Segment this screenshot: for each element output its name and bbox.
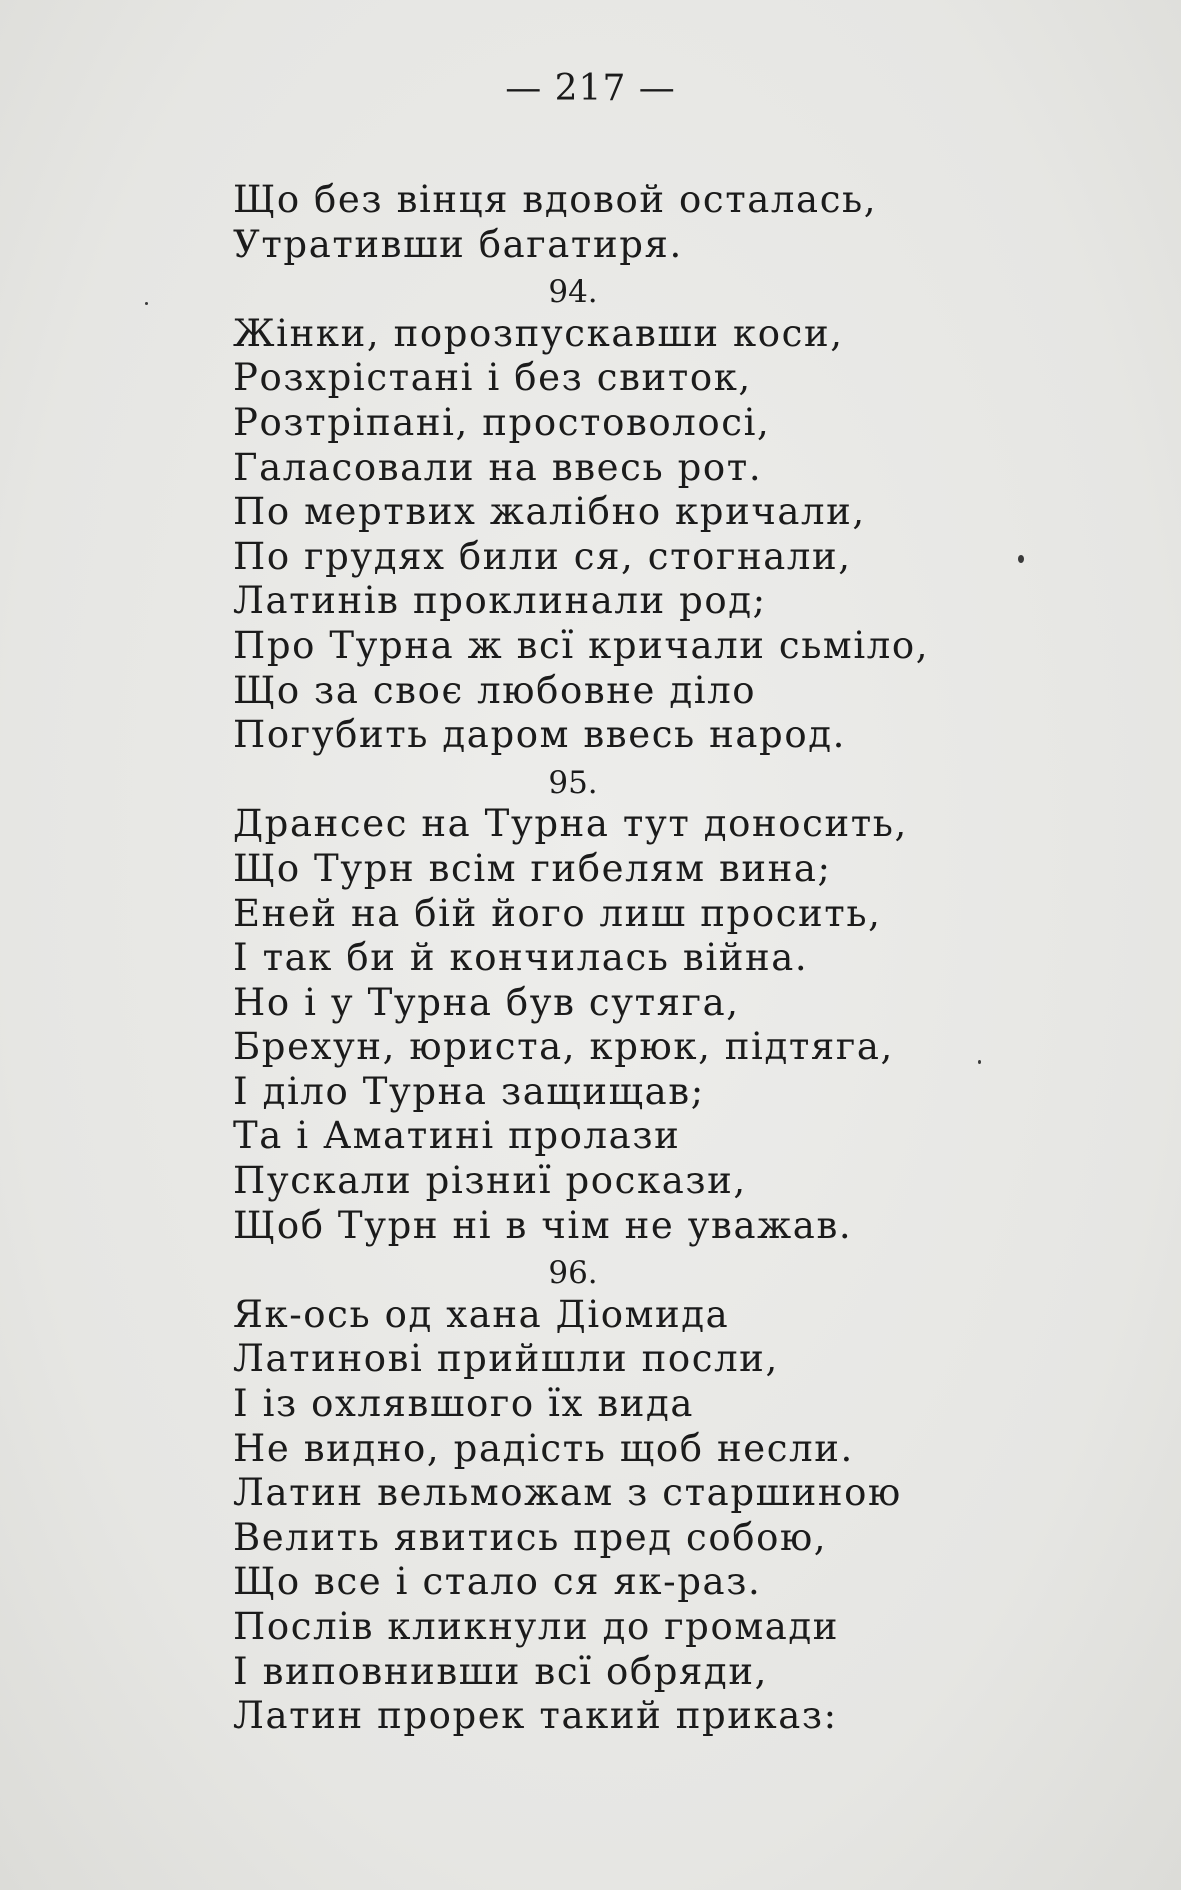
poem-line: І так би й кончилась війна. <box>233 936 809 980</box>
stanza-number: 94. <box>548 274 598 311</box>
poem-line: Дрансес на Турна тут доносить, <box>233 802 908 846</box>
stanza-number: 95. <box>548 764 598 801</box>
poem-line: Жінки, порозпускавши коси, <box>233 311 844 355</box>
poem-line: І із охлявшого їх вида <box>233 1382 695 1426</box>
poem-line: І діло Турна защищав; <box>233 1069 705 1113</box>
poem-line: Но і у Турна був сутяга, <box>233 980 740 1024</box>
print-speck <box>145 302 148 305</box>
poem-line: Брехун, юриста, крюк, підтяга, <box>233 1025 894 1069</box>
poem-line: Пускали різниї роскази, <box>233 1159 747 1203</box>
poem-text <box>233 178 993 1739</box>
poem-line: Погубить даром ввесь народ. <box>233 713 846 757</box>
poem-line: По мертвих жалібно кричали, <box>233 490 866 534</box>
poem-line: Еней на бій його лиш просить, <box>233 891 882 935</box>
poem-line: Галасовали на ввесь рот. <box>233 445 763 489</box>
poem-line: Латин вельможам з старшиною <box>233 1471 902 1515</box>
poem-line: І виповнивши всї обряди, <box>233 1649 768 1693</box>
print-speck <box>978 1060 981 1064</box>
stanza-number: 96. <box>548 1255 598 1292</box>
poem-line: Велить явитись пред собою, <box>233 1515 828 1559</box>
poem-line: Як-ось од хана Діомида <box>233 1292 730 1336</box>
poem-line: Розхрістані і без свиток, <box>233 356 752 400</box>
poem-line: Латин прорек такий приказ: <box>233 1694 838 1738</box>
poem-line: Латинові прийшли посли, <box>233 1337 779 1381</box>
poem-line: Про Турна ж всї кричали сьміло, <box>233 623 930 667</box>
poem-line: Послів кликнули до громади <box>233 1605 840 1648</box>
poem-line: Не видно, радість щоб несли. <box>233 1426 854 1470</box>
poem-line: Щоб Турн ні в чім не уважав. <box>233 1203 853 1247</box>
poem-line: Утративши багатиря. <box>233 222 683 266</box>
poem-line: По грудях били ся, стогнали, <box>233 534 852 578</box>
poem-line: Та і Аматині пролази <box>233 1114 681 1158</box>
page-number: — 217 — <box>505 68 676 109</box>
poem-line: Що Турн всім гибелям вина; <box>233 846 832 890</box>
poem-line: Що за своє любовне діло <box>233 668 757 712</box>
poem-line: Що без вінця вдовой осталась, <box>233 178 878 221</box>
poem-line: Що все і стало ся як-раз. <box>233 1560 762 1604</box>
print-speck <box>1018 555 1024 563</box>
poem-line: Розтріпані, простоволосі, <box>233 400 771 444</box>
poem-line: Латинів проклинали род; <box>233 579 767 623</box>
